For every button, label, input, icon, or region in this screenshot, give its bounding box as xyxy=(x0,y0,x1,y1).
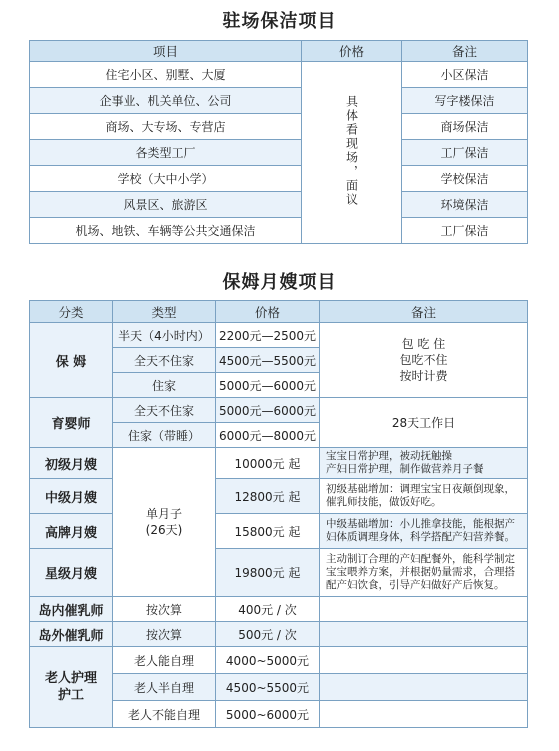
empty-note xyxy=(320,674,528,701)
maternity-note: 初级基础增加：调理宝宝日夜颠倒现象， 催乳师技能，做饭好吃。 xyxy=(320,479,528,514)
type-cell: 住家（带睡） xyxy=(113,423,216,448)
empty-note xyxy=(320,597,528,622)
header-note: 备注 xyxy=(402,41,528,62)
price-cell: 4500~5500元 xyxy=(216,674,320,701)
price-cell: 400元 / 次 xyxy=(216,597,320,622)
maternity-note: 主动制订合理的产妇配餐外，能科学制定 宝宝喂养方案，并根据奶量需求，合理搭 配产妇饮食，引导产妇做好产后恢复。 xyxy=(320,549,528,597)
type-cell: 全天不住家 xyxy=(113,348,216,373)
type-cell: 住家 xyxy=(113,373,216,398)
cleaning-item: 商场、大专场、专营店 xyxy=(30,114,302,140)
type-cell: 全天不住家 xyxy=(113,398,216,423)
category-maternity-mid: 中级月嫂 xyxy=(30,479,113,514)
cleaning-item: 各类型工厂 xyxy=(30,140,302,166)
type-cell: 老人不能自理 xyxy=(113,701,216,728)
cleaning-item: 风景区、旅游区 xyxy=(30,192,302,218)
maternity-note: 中级基础增加：小儿推拿技能，能根据产 妇体质调理身体，科学搭配产妇营养餐。 xyxy=(320,514,528,549)
header-price: 价格 xyxy=(302,41,402,62)
price-cell: 4500元—5500元 xyxy=(216,348,320,373)
category-maternity-premium: 高牌月嫂 xyxy=(30,514,113,549)
maternity-type-line: 单月子 xyxy=(145,507,182,521)
nanny-table xyxy=(29,300,528,728)
cleaning-note: 学校保洁 xyxy=(402,166,528,192)
cleaning-item: 学校（大中小学） xyxy=(30,166,302,192)
maternity-note: 宝宝日常护理，被动抚触操 产妇日常护理，制作做营养月子餐 xyxy=(320,448,528,479)
price-cell: 5000~6000元 xyxy=(216,701,320,728)
header-price: 价格 xyxy=(216,301,320,323)
cleaning-note: 写字楼保洁 xyxy=(402,88,528,114)
cleaning-item: 企事业、机关单位、公司 xyxy=(30,88,302,114)
category-nanny: 保 姆 xyxy=(30,323,113,398)
maternity-type xyxy=(113,448,216,597)
section-title-cleaning: 驻场保洁项目 xyxy=(222,11,337,32)
price-negotiable xyxy=(302,62,402,244)
category-lactation-island: 岛内催乳师 xyxy=(30,597,113,622)
category-infant: 育婴师 xyxy=(30,398,113,448)
price-cell: 4000~5000元 xyxy=(216,647,320,674)
cleaning-note: 小区保洁 xyxy=(402,62,528,88)
infant-note: 28天工作日 xyxy=(320,398,528,448)
price-cell: 5000元—6000元 xyxy=(216,373,320,398)
header-item: 项目 xyxy=(30,41,302,62)
price-cell: 5000元—6000元 xyxy=(216,398,320,423)
maternity-type-line: (26天) xyxy=(145,523,183,537)
price-cell: 500元 / 次 xyxy=(216,622,320,647)
type-cell: 老人能自理 xyxy=(113,647,216,674)
price-cell: 6000元—8000元 xyxy=(216,423,320,448)
nanny-note xyxy=(320,323,528,398)
cleaning-note: 工厂保洁 xyxy=(402,140,528,166)
empty-note xyxy=(320,701,528,728)
category-maternity-junior: 初级月嫂 xyxy=(30,448,113,479)
price-cell: 19800元 起 xyxy=(216,549,320,597)
price-negotiable-text: 具体看现场，面议 xyxy=(344,95,359,207)
category-maternity-star: 星级月嫂 xyxy=(30,549,113,597)
cleaning-item: 机场、地铁、车辆等公共交通保洁 xyxy=(30,218,302,244)
note-line: 包 吃 住 xyxy=(401,337,446,351)
cleaning-note: 环境保洁 xyxy=(402,192,528,218)
header-note: 备注 xyxy=(320,301,528,323)
category-lactation-offisland: 岛外催乳师 xyxy=(30,622,113,647)
cleaning-note: 商场保洁 xyxy=(402,114,528,140)
note-line: 按时计费 xyxy=(399,369,448,383)
header-type: 类型 xyxy=(113,301,216,323)
type-cell: 按次算 xyxy=(113,622,216,647)
type-cell: 半天（4小时内） xyxy=(113,323,216,348)
category-elderly xyxy=(30,647,113,728)
price-cell: 2200元—2500元 xyxy=(216,323,320,348)
note-line: 包吃不住 xyxy=(399,353,448,367)
price-cell: 15800元 起 xyxy=(216,514,320,549)
header-category: 分类 xyxy=(30,301,113,323)
empty-note xyxy=(320,647,528,674)
cleaning-item: 住宅小区、别墅、大厦 xyxy=(30,62,302,88)
price-cell: 10000元 起 xyxy=(216,448,320,479)
cleaning-table xyxy=(29,40,528,244)
type-cell: 按次算 xyxy=(113,597,216,622)
type-cell: 老人半自理 xyxy=(113,674,216,701)
elderly-category-line: 老人护理 xyxy=(44,671,97,686)
elderly-category-line: 护工 xyxy=(57,688,84,703)
empty-note xyxy=(320,622,528,647)
section-title-nanny: 保姆月嫂项目 xyxy=(222,272,337,293)
cleaning-note: 工厂保洁 xyxy=(402,218,528,244)
price-cell: 12800元 起 xyxy=(216,479,320,514)
